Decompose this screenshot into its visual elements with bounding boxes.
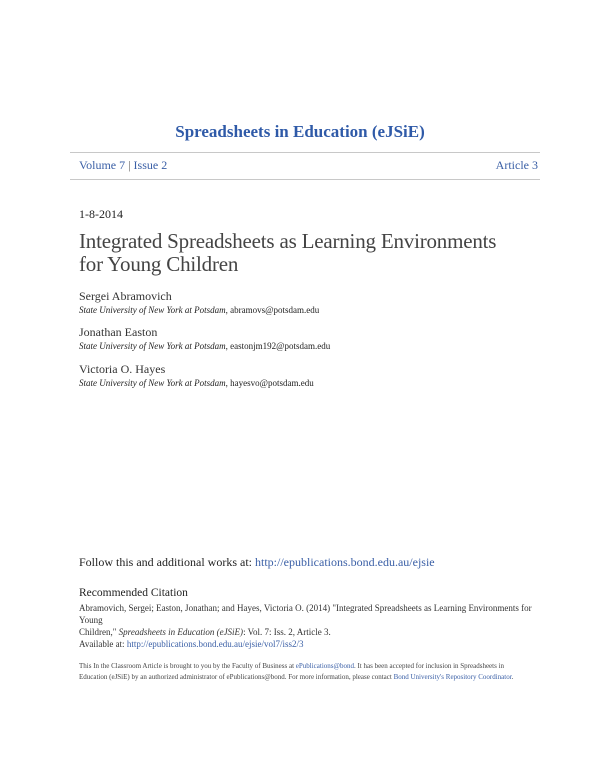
author-affiliation [79, 341, 330, 351]
paper-title-line-2: for Young Children [79, 252, 239, 276]
follow-line [79, 555, 435, 570]
citation-line-1: Abramovich, Sergei; Easton, Jonathan; and Hayes, Victoria O. (2014) "Integrated Spreadsheets as Learning Environments for Young [79, 603, 532, 625]
citation-line-2-post: : Vol. 7: Iss. 2, Article 3. [243, 627, 331, 637]
author-name: Victoria O. Hayes [79, 362, 166, 376]
article-number: Article 3 [495, 158, 538, 172]
paper-title-line-1: Integrated Spreadsheets as Learning Environments [79, 229, 497, 253]
author-email: , hayesvo@potsdam.edu [225, 378, 314, 388]
volume-issue-line [79, 158, 167, 173]
author-email: , abramovs@potsdam.edu [225, 305, 320, 315]
footer-text-3: . [511, 673, 514, 681]
citation-body [79, 602, 539, 650]
volume-link[interactable]: Volume 7 [79, 158, 126, 172]
follow-url-link[interactable]: http://epublications.bond.edu.au/ejsie [255, 555, 435, 569]
volume-issue-separator: | [128, 158, 131, 172]
footer-notice [79, 661, 529, 683]
epublications-link[interactable]: ePublications@bond [295, 662, 354, 670]
paper-title [79, 230, 549, 276]
citation-line-2 [79, 626, 539, 638]
citation-line-3 [79, 638, 539, 650]
citation-journal: Spreadsheets in Education (eJSiE) [118, 627, 244, 637]
author-affiliation [79, 378, 314, 388]
affiliation-name: State University of New York at Potsdam [79, 378, 226, 388]
follow-text: Follow this and additional works at: [79, 555, 255, 569]
divider-top [70, 152, 540, 153]
author-affiliation [79, 305, 319, 315]
citation-line-2-pre: Children," [79, 627, 119, 637]
affiliation-name: State University of New York at Potsdam [79, 305, 226, 315]
author-name: Jonathan Easton [79, 325, 158, 339]
author-email: , eastonjm192@potsdam.edu [225, 341, 331, 351]
divider-bottom [70, 179, 540, 180]
repository-coordinator-link[interactable]: Bond University's Repository Coordinator [393, 673, 512, 681]
citation-url-link[interactable]: http://epublications.bond.edu.au/ejsie/vol7/iss2/3 [126, 639, 304, 649]
citation-available-at: Available at: [79, 639, 127, 649]
footer-text-1: This In the Classroom Article is brought to you by the Faculty of Business at [79, 662, 296, 670]
recommended-citation-heading: Recommended Citation [79, 587, 188, 599]
affiliation-name: State University of New York at Potsdam [79, 341, 226, 351]
issue-link[interactable]: Issue 2 [133, 158, 168, 172]
author-name: Sergei Abramovich [79, 289, 172, 303]
footer-text-2: . It has been accepted for inclusion in Spreadsheets in Education (eJSiE) by an authorized administrator of ePublications@bond. For more information, please contact [79, 662, 505, 681]
publication-date: 1-8-2014 [79, 207, 123, 221]
journal-title[interactable]: Spreadsheets in Education (eJSiE) [175, 122, 425, 141]
